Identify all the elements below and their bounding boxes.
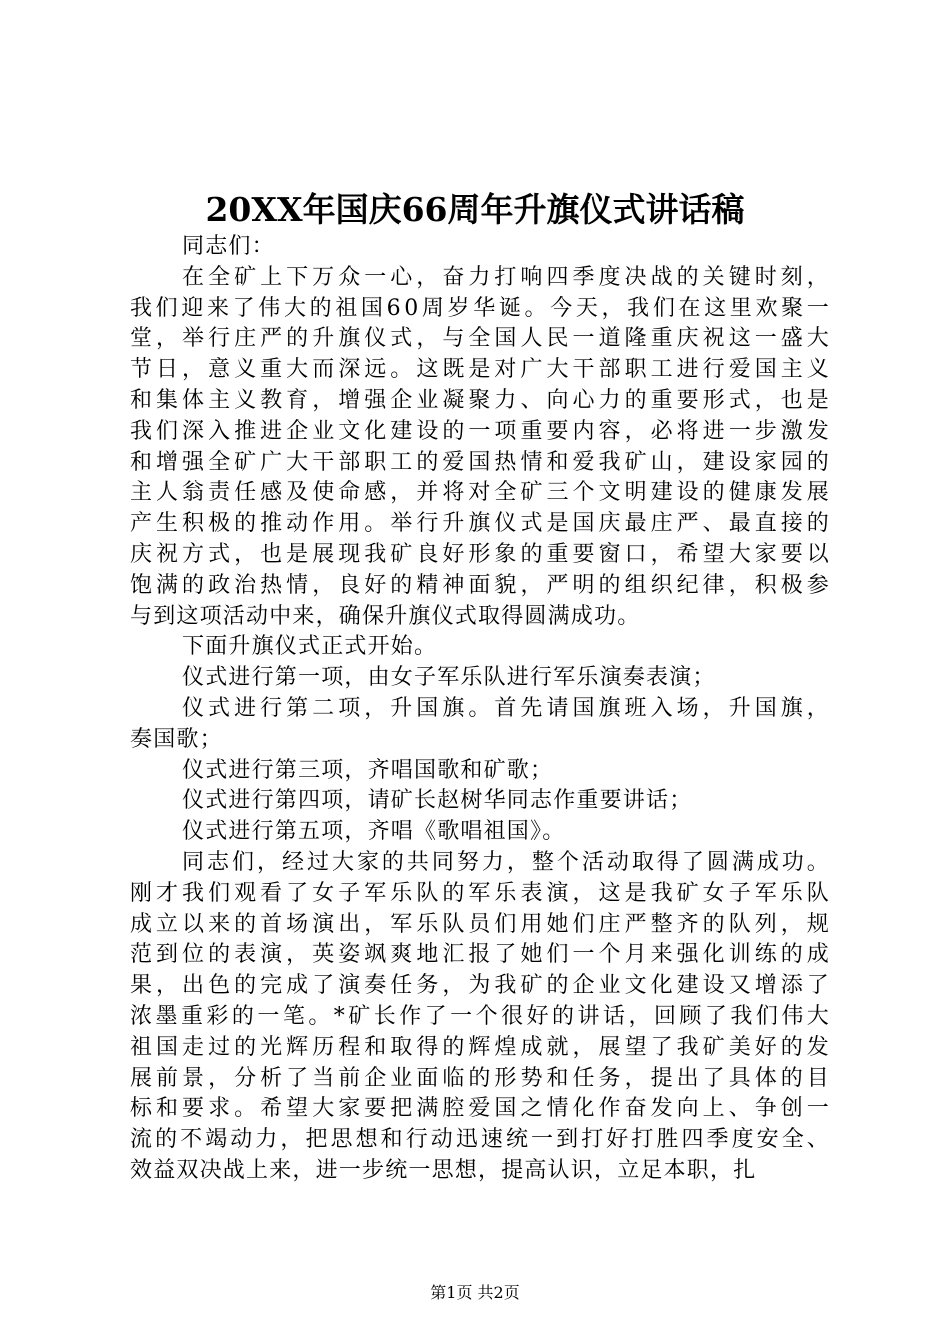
text-line: 与到这项活动中来，确保升旗仪式取得圆满成功。 xyxy=(130,603,641,629)
text-line: 成立以来的首场演出，军乐队员们用她们庄严整齐的队列，规 xyxy=(130,911,833,937)
document-body xyxy=(130,232,833,1187)
text-line: 我们迎来了伟大的祖国60周岁华诞。今天，我们在这里欢聚一 xyxy=(130,295,833,321)
text-line: 果，出色的完成了演奏任务，为我矿的企业文化建设又增添了 xyxy=(130,973,833,999)
text-line: 同志们： xyxy=(182,234,275,259)
text-line: 祖国走过的光辉历程和取得的辉煌成就，展望了我矿美好的发 xyxy=(130,1034,833,1060)
text-line: 在全矿上下万众一心，奋力打响四季度决战的关键时刻， xyxy=(182,264,833,290)
text-line: 标和要求。希望大家要把满腔爱国之情化作奋发向上、争创一 xyxy=(130,1096,833,1122)
text-line: 和集体主义教育，增强企业凝聚力、向心力的重要形式，也是 xyxy=(130,387,833,413)
text-line: 庆祝方式，也是展现我矿良好形象的重要窗口，希望大家要以 xyxy=(130,541,833,567)
text-line: 仪式进行第四项，请矿长赵树华同志作重要讲话； xyxy=(182,788,693,814)
page-footer: 第1页 共2页 xyxy=(430,1283,520,1302)
text-line: 效益双决战上来，进一步统一思想，提高认识，立足本职，扎 xyxy=(130,1157,757,1183)
text-line: 产生积极的推动作用。举行升旗仪式是国庆最庄严、最直接的 xyxy=(130,511,833,537)
text-line: 流的不竭动力，把思想和行动迅速统一到打好打胜四季度安全、 xyxy=(130,1127,832,1153)
text-line: 节日，意义重大而深远。这既是对广大干部职工进行爱国主义 xyxy=(130,357,833,383)
text-line: 堂，举行庄严的升旗仪式，与全国人民一道隆重庆祝这一盛大 xyxy=(130,326,833,352)
text-line: 下面升旗仪式正式开始。 xyxy=(182,634,438,660)
text-line: 刚才我们观看了女子军乐队的军乐表演，这是我矿女子军乐队 xyxy=(130,880,833,906)
text-line: 主人翁责任感及使命感，并将对全矿三个文明建设的健康发展 xyxy=(130,480,833,506)
text-line: 仪式进行第一项，由女子军乐队进行军乐演奏表演； xyxy=(182,665,716,691)
text-line: 仪式进行第二项，升国旗。首先请国旗班入场，升国旗， xyxy=(182,695,833,721)
text-line: 和增强全矿广大干部职工的爱国热情和爱我矿山，建设家园的 xyxy=(130,449,833,475)
text-line: 我们深入推进企业文化建设的一项重要内容，必将进一步激发 xyxy=(130,418,833,444)
text-line: 同志们，经过大家的共同努力，整个活动取得了圆满成功。 xyxy=(182,849,832,875)
text-line: 浓墨重彩的一笔。*矿长作了一个很好的讲话，回顾了我们伟大 xyxy=(130,1003,833,1029)
text-line: 范到位的表演，英姿飒爽地汇报了她们一个月来强化训练的成 xyxy=(130,942,833,968)
text-line: 饱满的政治热情，良好的精神面貌，严明的组织纪律，积极参 xyxy=(130,572,833,598)
text-line: 仪式进行第五项，齐唱《歌唱祖国》。 xyxy=(182,819,566,845)
text-line: 展前景，分析了当前企业面临的形势和任务，提出了具体的目 xyxy=(130,1065,833,1091)
text-line: 奏国歌； xyxy=(130,726,223,752)
document-title: 20XX年国庆66周年升旗仪式讲话稿 xyxy=(205,190,745,229)
text-line: 仪式进行第三项，齐唱国歌和矿歌； xyxy=(182,757,554,783)
